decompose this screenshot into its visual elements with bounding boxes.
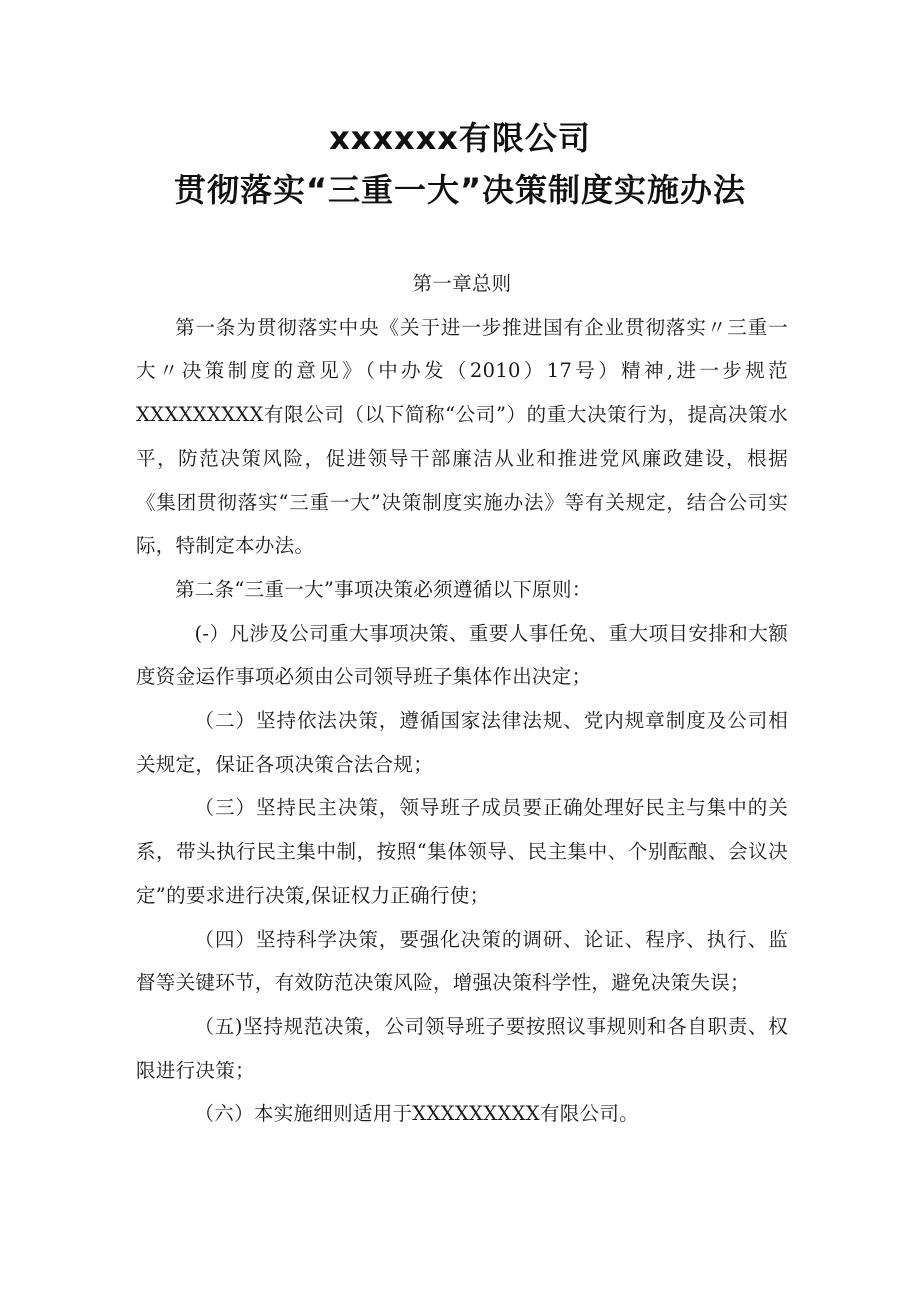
principle-6: （六）本实施细则适用于XXXXXXXXX有限公司。 [194,1102,639,1126]
title-subject: 贯彻落实“三重一大”决策制度实施办法 [173,171,747,209]
principle-1: (-）凡涉及公司重大事项决策、重要人事任免、重大项目安排和大额度资金运作事项必须由公司领导班子集体作出决定； [136,621,788,689]
document-body [136,262,788,1136]
principle-2: （二）坚持依法决策，遵循国家法律法规、党内规章制度及公司相关规定，保证各项决策合法合规； [136,709,788,776]
principle-4: （四）坚持科学决策，要强化决策的调研、论证、程序、执行、监督等关键环节，有效防范决策风险，增强决策科学性，避免决策失误； [136,927,788,995]
title-company: xxxxxx有限公司 [329,119,591,157]
principle-3: （三）坚持民主决策，领导班子成员要正确处理好民主与集中的关系，带头执行民主集中制，按照“集体领导、民主集中、个别酝酿、会议决定”的要求进行决策,保证权力正确行使； [136,796,788,907]
chapter-heading: 第一章总则 [412,272,512,295]
principle-5: （五)坚持规范决策，公司领导班子要按照议事规则和各自职责、权限进行决策； [136,1014,788,1082]
article-1: 第一条为贯彻落实中央《关于进一步推进国有企业贯彻落实〃三重一大〃决策制度的意见》（中办发（2010）17号）精神,进一步规范XXXXXXXXX有限公司（以下简称“公司”）的重大决策行为，提高决策水平，防范决策风险，促进领导干部廉洁从业和推进党风廉政建设，根据《集团贯彻落实“三重一大”决策制度实施办法》等有关规定，结合公司实际，特制定本办法。 [136,315,788,558]
article-2: 第二条“三重一大”事项决策必须遵循以下原则： [175,577,592,601]
document-title [0,112,920,216]
